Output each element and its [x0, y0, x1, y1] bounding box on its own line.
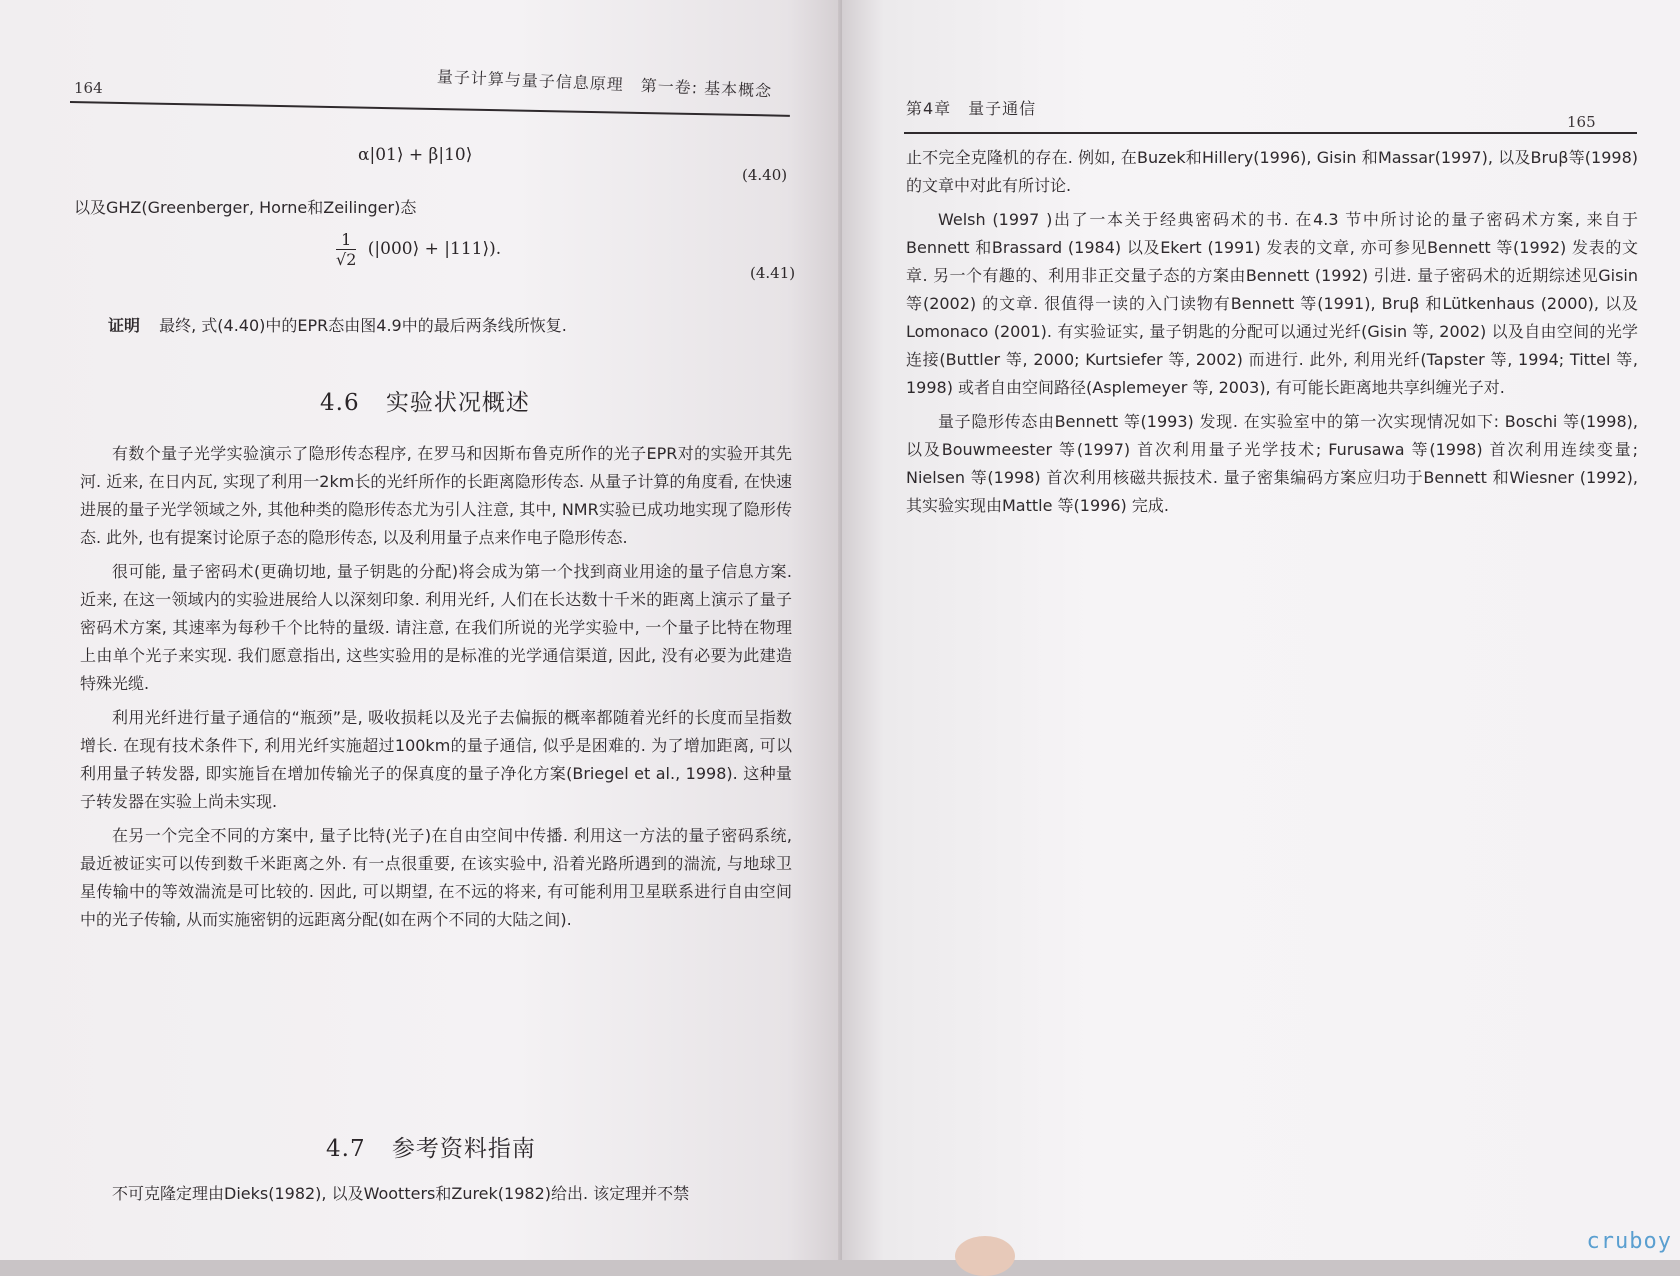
section-heading-4-6	[320, 384, 530, 417]
section-number: 4.7	[326, 1136, 366, 1162]
right-running-title: 第4章 量子通信	[906, 99, 1037, 118]
paragraph: 有数个量子光学实验演示了隐形传态程序, 在罗马和因斯布鲁克所作的光子EPR对的实验开其先河. 近来, 在日内瓦, 实现了利用一2km长的光纤所作的长距离隐形传态. 从量子计算的角度看, 在快速进展的量子光学领域之外, 其他种类的隐形传态尤为引人注意, 其中, NMR实验已成功地实现了隐形传态. 此外, 也有提案讨论原子态的隐形传态, 以及利用量子点来作电子隐形传态.	[80, 444, 792, 547]
paragraph: 利用光纤进行量子通信的“瓶颈”是, 吸收损耗以及光子去偏振的概率都随着光纤的长度而呈指数增长. 在现有技术条件下, 利用光纤实施超过100km的量子通信, 似乎是困难的. 为了增加距离, 可以利用量子转发器, 即实施旨在增加传输光子的保真度的量子净化方案(Briegel et al., 1998). 这种量子转发器在实验上尚未实现.	[80, 708, 792, 811]
fraction-denominator: √2	[336, 250, 357, 269]
left-page-number: 164	[74, 79, 103, 97]
equation-number-4-41: (4.41)	[750, 264, 796, 282]
equation-4-41-fraction	[336, 230, 356, 269]
ghz-intro: 以及GHZ(Greenberger, Horne和Zeilinger)态	[74, 198, 417, 217]
right-page	[842, 0, 1680, 1260]
proof-label: 证明	[108, 316, 141, 335]
paragraph: 不可克隆定理由Dieks(1982), 以及Wootters和Zurek(1982)给出. 该定理并不禁	[112, 1184, 690, 1203]
right-header-rule	[904, 132, 1637, 134]
equation-4-41-expr: (|000⟩ + |111⟩).	[367, 239, 502, 259]
bleed-through-area	[902, 600, 1642, 1200]
right-page-body	[906, 144, 1638, 526]
paragraph: 量子隐形传态由Bennett 等(1993) 发现. 在实验室中的第一次实现情况如下: Boschi 等(1998), 以及Bouwmeester 等(1997) 首次利用量子光学技术; Furusawa 等(1998) 首次利用连续变量; Nielsen 等(1998) 首次利用核磁共振技术. 量子密集编码方案应归功于Bennett 和Wiesner (1992), 其实验实现由Mattle 等(1996) 完成.	[906, 412, 1638, 515]
section-4-7-body	[80, 1180, 796, 1214]
equation-4-41	[336, 230, 501, 269]
section-title: 实验状况概述	[385, 390, 530, 416]
proof-text: 最终, 式(4.40)中的EPR态由图4.9中的最后两条线所恢复.	[159, 316, 567, 335]
section-heading-4-7	[326, 1130, 536, 1163]
section-number: 4.6	[320, 390, 360, 416]
paragraph: 很可能, 量子密码术(更确切地, 量子钥匙的分配)将会成为第一个找到商业用途的量子信息方案. 近来, 在这一领域内的实验进展给人以深刻印象. 利用光纤, 人们在长达数十千米的距离上演示了量子密码术方案, 其速率为每秒千个比特的量级. 请注意, 在我们所说的光学实验中, 一个量子比特在物理上由单个光子来实现. 我们愿意指出, 这些实验用的是标准的光学通信渠道, 因此, 没有必要为此建造特殊光缆.	[80, 562, 792, 693]
left-running-title: 量子计算与量子信息原理 第一卷: 基本概念	[436, 67, 773, 101]
section-4-6-body	[80, 440, 792, 940]
thumb	[955, 1236, 1015, 1276]
paragraph: 止不完全克隆机的存在. 例如, 在Buzek和Hillery(1996), Gisin 和Massar(1997), 以及Bruβ等(1998)的文章中对此有所讨论.	[906, 148, 1638, 195]
equation-4-40: α|01⟩ + β|10⟩	[358, 145, 473, 165]
paragraph: Welsh (1997 )出了一本关于经典密码术的书. 在4.3 节中所讨论的量子密码术方案, 来自于Bennett 和Brassard (1984) 以及Ekert (1991) 发表的文章, 亦可参见Bennett 等(1992) 发表的文章. 另一个有趣的、利用非正交量子态的方案由Bennett (1992) 引进. 量子密码术的近期综述见Gisin 等(2002) 的文章. 很值得一读的入门读物有Bennett 等(1991), Bruβ 和Lütkenhaus (2000), 以及Lomonaco (2001). 有实验证实, 量子钥匙的分配可以通过光纤(Gisin 等, 2002) 以及自由空间的光学连接(Buttler 等, 2000; Kurtsiefer 等, 2002) 而进行. 此外, 利用光纤(Tapster 等, 1994; Tittel 等, 1998) 或者自由空间路径(Asplemeyer 等, 2003), 有可能长距离地共享纠缠光子对.	[906, 210, 1638, 397]
right-page-number: 165	[1567, 113, 1596, 131]
equation-number-4-40: (4.40)	[742, 166, 788, 184]
proof-line	[108, 312, 567, 340]
paragraph: 在另一个完全不同的方案中, 量子比特(光子)在自由空间中传播. 利用这一方法的量子密码系统, 最近被证实可以传到数千米距离之外. 有一点很重要, 在该实验中, 沿着光路所遇到的湍流, 与地球卫星传输中的等效湍流是可比较的. 因此, 可以期望, 在不远的将来, 有可能利用卫星联系进行自由空间中的光子传输, 从而实施密钥的远距离分配(如在两个不同的大陆之间).	[80, 826, 792, 929]
left-header-rule	[70, 101, 790, 117]
watermark: cruboy	[1586, 1229, 1672, 1254]
section-title: 参考资料指南	[391, 1136, 536, 1162]
fraction-numerator: 1	[336, 230, 356, 250]
